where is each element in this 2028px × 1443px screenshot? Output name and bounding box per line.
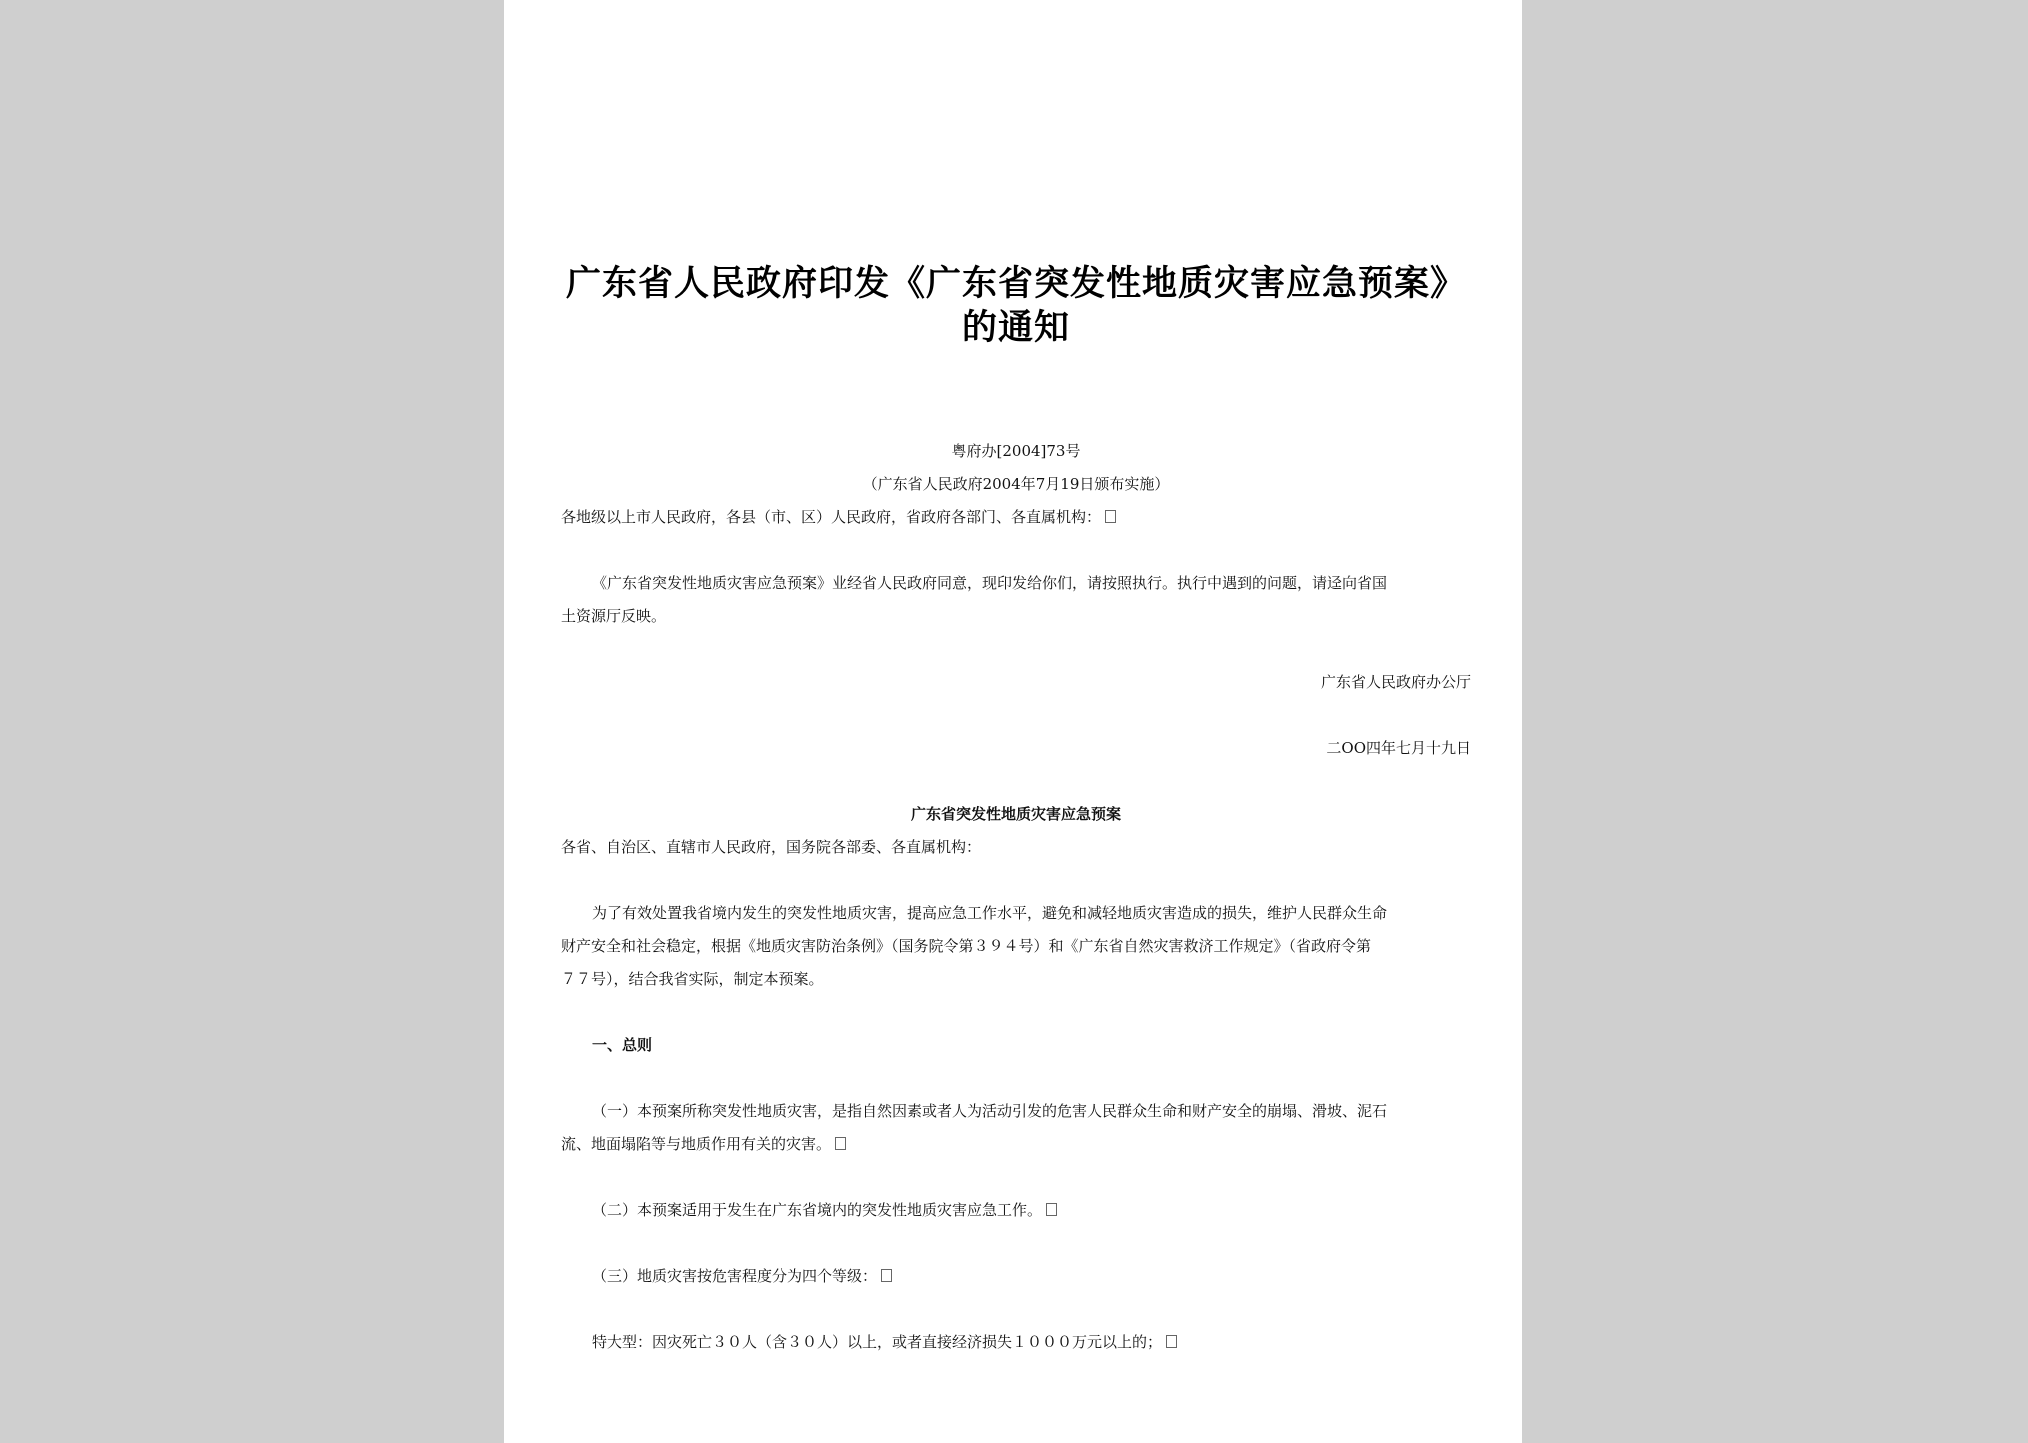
placeholder-box-icon	[835, 1137, 846, 1150]
document-number: 粤府办[2004]73号	[951, 442, 1081, 460]
notice-paragraph-line-2: 土资源厅反映。	[561, 607, 667, 625]
item-4	[592, 1332, 1177, 1352]
addressee-line	[561, 507, 1116, 527]
notice-paragraph-line-1: 《广东省突发性地质灾害应急预案》业经省人民政府同意，现印发给你们，请按照执行。执行中遇到的问题，请迳向省国	[592, 574, 1388, 592]
item-4-text: 特大型：因灾死亡３０人（含３０人）以上，或者直接经济损失１０００万元以上的；	[592, 1333, 1163, 1351]
plan-paragraph-line-1: 为了有效处置我省境内发生的突发性地质灾害，提高应急工作水平，避免和减轻地质灾害造成的损失，维护人民群众生命	[592, 904, 1388, 922]
addressee-text: 各地级以上市人民政府，各县（市、区）人民政府，省政府各部门、各直属机构：	[561, 508, 1102, 526]
plan-paragraph-line-3: ７７号），结合我省实际，制定本预案。	[561, 970, 824, 988]
placeholder-box-icon	[1046, 1203, 1057, 1216]
signature-date: 二OO四年七月十九日	[1326, 739, 1471, 757]
item-3-text: （三）地质灾害按危害程度分为四个等级：	[592, 1267, 878, 1285]
item-3	[592, 1266, 892, 1286]
placeholder-box-icon	[1105, 510, 1116, 523]
plan-title: 广东省突发性地质灾害应急预案	[910, 805, 1121, 823]
document-page	[504, 0, 1522, 1443]
item-2	[592, 1200, 1057, 1220]
signatory: 广东省人民政府办公厅	[1320, 673, 1471, 691]
item-1-line-2	[561, 1134, 846, 1154]
plan-addressee: 各省、自治区、直辖市人民政府，国务院各部委、各直属机构：	[561, 838, 982, 856]
placeholder-box-icon	[1166, 1335, 1177, 1348]
placeholder-box-icon	[881, 1269, 892, 1282]
item-1-line-1: （一）本预案所称突发性地质灾害，是指自然因素或者人为活动引发的危害人民群众生命和财产安全的崩塌、滑坡、泥石	[592, 1102, 1388, 1120]
section-heading: 一、总则	[592, 1036, 653, 1054]
document-title: 广东省人民政府印发《广东省突发性地质灾害应急预案》的通知	[565, 263, 1466, 348]
issuance-note: （广东省人民政府2004年7月19日颁布实施）	[862, 475, 1170, 493]
item-2-text: （二）本预案适用于发生在广东省境内的突发性地质灾害应急工作。	[592, 1201, 1043, 1219]
plan-paragraph-line-2: 财产安全和社会稳定，根据《地质灾害防治条例》（国务院令第３９４号）和《广东省自然灾害救济工作规定》（省政府令第	[561, 937, 1372, 955]
item-1-line-2-text: 流、地面塌陷等与地质作用有关的灾害。	[561, 1135, 832, 1153]
